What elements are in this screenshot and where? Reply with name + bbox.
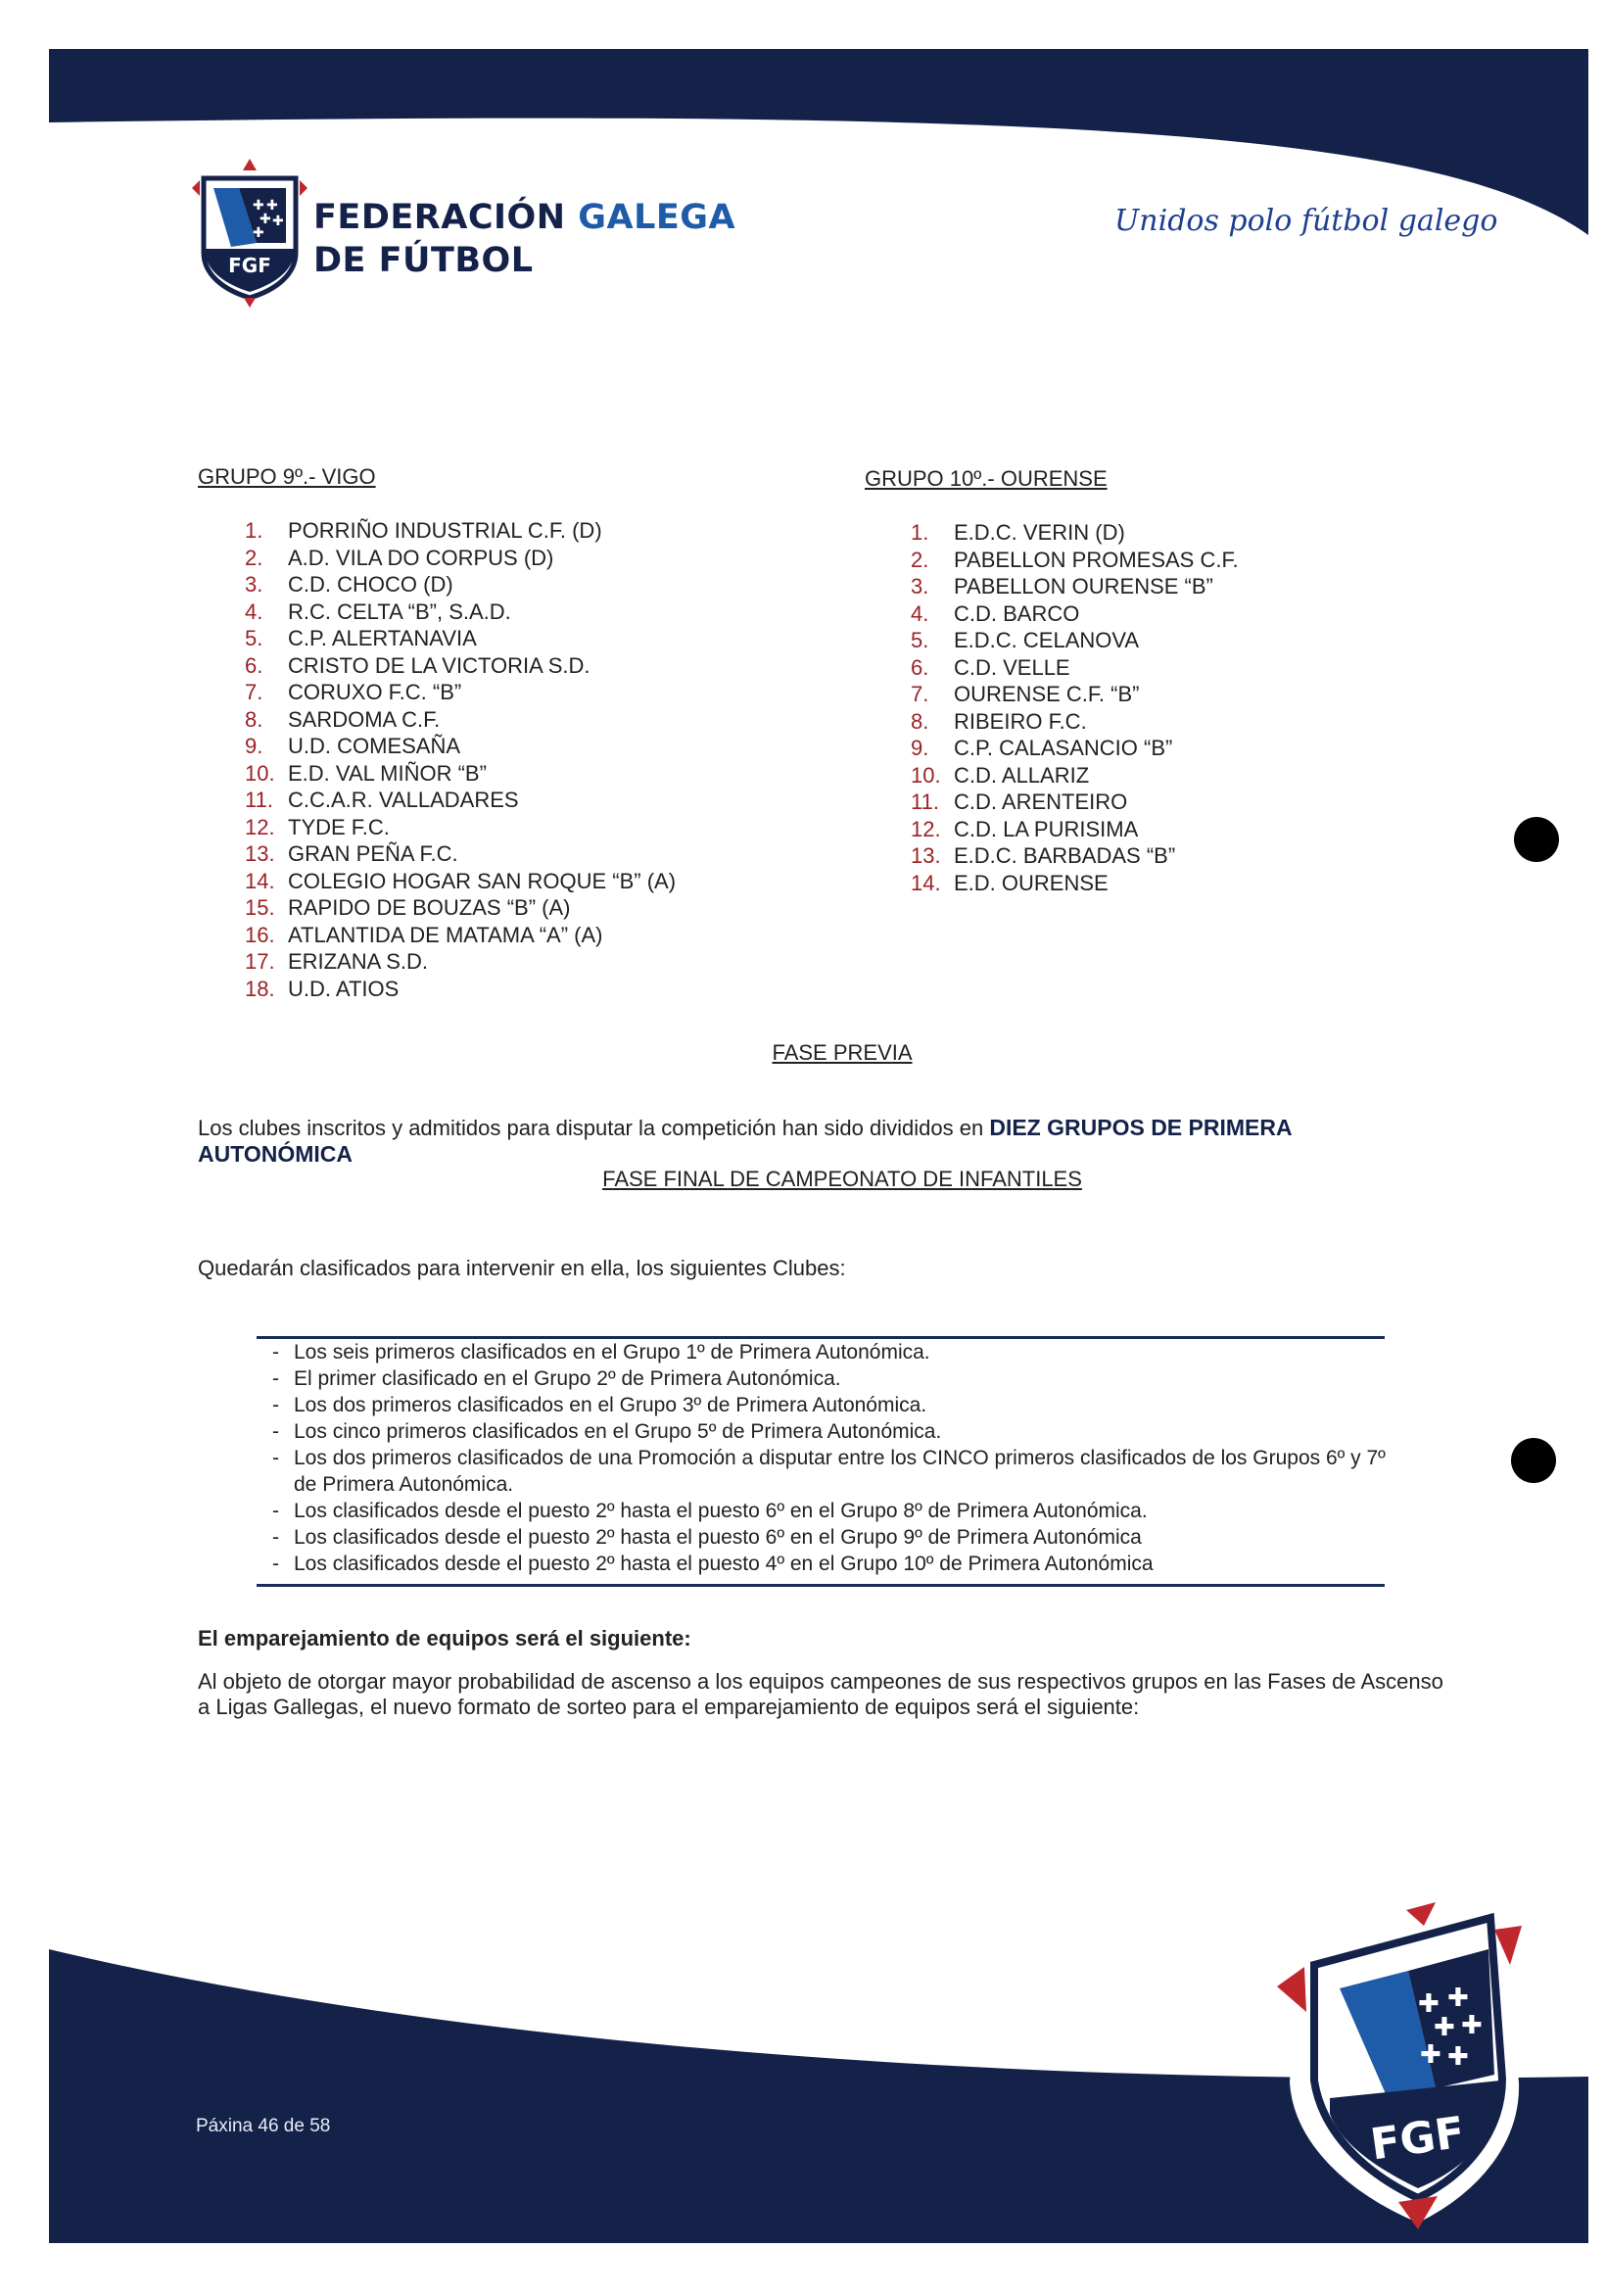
criteria-item xyxy=(253,1551,1389,1577)
team-number: 1. xyxy=(911,520,929,545)
team-name: CRISTO DE LA VICTORIA S.D. xyxy=(288,652,590,678)
team-name: PABELLON OURENSE “B” xyxy=(954,574,1213,598)
team-item xyxy=(245,922,676,949)
team-number: 14. xyxy=(245,868,275,893)
team-item xyxy=(245,840,676,868)
criteria-item xyxy=(253,1418,1389,1445)
svg-text:✚: ✚ xyxy=(1420,2040,1441,2070)
team-number: 6. xyxy=(911,654,929,680)
svg-text:✚: ✚ xyxy=(1447,2042,1469,2072)
team-number: 13. xyxy=(911,843,941,868)
team-name: TYDE F.C. xyxy=(288,814,390,839)
team-item xyxy=(245,814,676,841)
team-name: ATLANTIDA DE MATAMA “A” (A) xyxy=(288,922,603,947)
bullet-dash: - xyxy=(272,1367,279,1390)
team-item xyxy=(245,652,676,680)
criteria-text: El primer clasificado en el Grupo 2º de Primera Autonómica. xyxy=(294,1367,841,1390)
team-name: C.C.A.R. VALLADARES xyxy=(288,788,519,812)
team-name: C.D. ARENTEIRO xyxy=(954,789,1128,814)
bullet-dash: - xyxy=(272,1420,279,1443)
punch-hole xyxy=(1514,817,1559,862)
team-item xyxy=(245,976,676,1003)
team-number: 12. xyxy=(911,816,941,841)
bullet-dash: - xyxy=(272,1553,279,1575)
bullet-dash: - xyxy=(272,1500,279,1522)
team-number: 4. xyxy=(911,600,929,626)
criteria-text: Los dos primeros clasificados de una Promoción a disputar entre los CINCO primeros clasificados de los Grupos 6º y 7º de Primera Autonómica. xyxy=(294,1447,1386,1496)
svg-text:✚: ✚ xyxy=(1418,1989,1440,2019)
team-name: C.D. CHOCO (D) xyxy=(288,572,453,597)
criteria-item xyxy=(253,1339,1389,1365)
team-name: C.D. ALLARIZ xyxy=(954,762,1090,788)
team-name: C.D. LA PURISIMA xyxy=(954,816,1139,841)
team-item xyxy=(911,708,1239,736)
team-name: R.C. CELTA “B”, S.A.D. xyxy=(288,598,511,624)
criteria-item xyxy=(253,1498,1389,1524)
svg-text:✚: ✚ xyxy=(260,212,271,227)
team-number: 3. xyxy=(245,572,263,597)
team-name: PABELLON PROMESAS C.F. xyxy=(954,547,1239,572)
team-number: 17. xyxy=(245,949,275,974)
org-name-line-2: DE FÚTBOL xyxy=(313,241,534,280)
team-number: 11. xyxy=(245,788,273,812)
team-name: C.P. ALERTANAVIA xyxy=(288,626,477,650)
slogan: Unidos polo fútbol galego xyxy=(1114,204,1498,238)
team-item xyxy=(911,654,1239,682)
team-item xyxy=(911,842,1239,870)
team-number: 2. xyxy=(911,547,929,572)
emparejamiento-paragraph: Al objeto de otorgar mayor probabilidad de ascenso a los equipos campeones de sus respectivos grupos en las Fases de Ascenso a Ligas Gallegas, el nuevo formato de sorteo para el emparejamiento de equipos será el siguiente: xyxy=(198,1669,1443,1719)
svg-text:✚: ✚ xyxy=(1461,2011,1483,2040)
team-item xyxy=(911,519,1239,547)
team-name: E.D. OURENSE xyxy=(954,870,1109,895)
team-item xyxy=(245,517,676,545)
team-item xyxy=(245,787,676,814)
team-item xyxy=(245,894,676,922)
team-item xyxy=(245,706,676,734)
team-item xyxy=(245,598,676,626)
team-name: A.D. VILA DO CORPUS (D) xyxy=(288,545,554,570)
org-name-word-2: GALEGA xyxy=(578,198,736,237)
page-number: Páxina 46 de 58 xyxy=(196,2116,331,2136)
criteria-text: Los seis primeros clasificados en el Grupo 1º de Primera Autonómica. xyxy=(294,1341,930,1363)
team-number: 7. xyxy=(911,682,929,706)
team-name: C.D. VELLE xyxy=(954,654,1070,680)
team-number: 15. xyxy=(245,895,275,920)
criteria-text: Los cinco primeros clasificados en el Grupo 5º de Primera Autonómica. xyxy=(294,1420,942,1443)
team-item xyxy=(911,816,1239,843)
team-number: 6. xyxy=(245,652,263,678)
team-number: 12. xyxy=(245,814,275,839)
team-number: 13. xyxy=(245,841,275,866)
emparejamiento-title: El emparejamiento de equipos será el siguiente: xyxy=(198,1626,691,1650)
footer-logo-text: FGF xyxy=(1367,2107,1468,2171)
team-item xyxy=(911,547,1239,574)
criteria-bottom-rule xyxy=(257,1584,1385,1587)
svg-text:✚: ✚ xyxy=(1434,2013,1455,2042)
fase-previa-highlight: DIEZ GRUPOS DE PRIMERA AUTONÓMICA xyxy=(198,1115,1292,1167)
bullet-dash: - xyxy=(272,1341,279,1363)
team-number: 7. xyxy=(245,680,263,704)
criteria-text: Los clasificados desde el puesto 2º hasta el puesto 4º en el Grupo 10º de Primera Autonómica xyxy=(294,1553,1154,1575)
team-number: 11. xyxy=(911,789,939,814)
team-name: E.D.C. CELANOVA xyxy=(954,628,1140,652)
team-name: RAPIDO DE BOUZAS “B” (A) xyxy=(288,895,571,920)
organization-name xyxy=(313,196,735,282)
team-name: COLEGIO HOGAR SAN ROQUE “B” (A) xyxy=(288,868,677,893)
fgf-shield-logo xyxy=(192,159,307,308)
criteria-item xyxy=(253,1445,1389,1498)
team-item xyxy=(911,681,1239,708)
svg-text:✚: ✚ xyxy=(253,198,264,214)
team-name: E.D.C. BARBADAS “B” xyxy=(954,843,1176,868)
team-item xyxy=(245,760,676,788)
team-item xyxy=(911,573,1239,600)
fase-final-intro: Quedarán clasificados para intervenir en ella, los siguientes Clubes: xyxy=(198,1256,846,1280)
org-name-word-1: FEDERACIÓN xyxy=(313,198,566,237)
team-name: U.D. COMESAÑA xyxy=(288,734,461,758)
team-item xyxy=(911,600,1239,628)
svg-text:✚: ✚ xyxy=(272,214,284,229)
team-number: 1. xyxy=(245,518,263,543)
team-item xyxy=(911,627,1239,654)
team-item xyxy=(245,733,676,760)
team-number: 5. xyxy=(245,626,263,650)
fase-previa-title: FASE PREVIA xyxy=(772,1040,913,1065)
team-name: E.D. VAL MIÑOR “B” xyxy=(288,760,487,786)
team-item xyxy=(245,571,676,598)
team-number: 8. xyxy=(245,706,263,732)
punch-hole xyxy=(1511,1438,1556,1483)
team-name: C.P. CALASANCIO “B” xyxy=(954,736,1173,760)
team-name: GRAN PEÑA F.C. xyxy=(288,841,458,866)
bullet-dash: - xyxy=(272,1526,279,1549)
team-item xyxy=(245,625,676,652)
team-number: 5. xyxy=(911,628,929,652)
bullet-dash: - xyxy=(272,1394,279,1416)
criteria-item xyxy=(253,1365,1389,1392)
criteria-text: Los clasificados desde el puesto 2º hasta el puesto 6º en el Grupo 8º de Primera Autonómica. xyxy=(294,1500,1148,1522)
svg-text:✚: ✚ xyxy=(1447,1984,1469,2013)
bullet-dash: - xyxy=(272,1447,279,1469)
team-number: 16. xyxy=(245,922,275,947)
team-name: SARDOMA C.F. xyxy=(288,706,441,732)
team-number: 9. xyxy=(911,736,929,760)
team-name: U.D. ATIOS xyxy=(288,976,400,1001)
criteria-list xyxy=(253,1339,1389,1577)
team-name: RIBEIRO F.C. xyxy=(954,708,1087,734)
criteria-text: Los clasificados desde el puesto 2º hasta el puesto 6º en el Grupo 9º de Primera Autonómica xyxy=(294,1526,1142,1549)
criteria-item xyxy=(253,1392,1389,1418)
team-name: CORUXO F.C. “B” xyxy=(288,680,462,704)
fase-previa-paragraph xyxy=(198,1115,1446,1168)
group-10-team-list xyxy=(911,519,1239,896)
svg-text:✚: ✚ xyxy=(253,225,264,241)
group-9-title: GRUPO 9º.- VIGO xyxy=(198,464,376,489)
team-item xyxy=(245,545,676,572)
svg-text:✚: ✚ xyxy=(266,198,278,214)
team-number: 14. xyxy=(911,870,941,895)
group-10-title: GRUPO 10º.- OURENSE xyxy=(865,466,1108,491)
fase-previa-text: Los clubes inscritos y admitidos para disputar la competición han sido divididos en xyxy=(198,1116,984,1140)
team-number: 18. xyxy=(245,976,275,1001)
team-number: 10. xyxy=(245,760,275,786)
team-number: 2. xyxy=(245,545,263,570)
fase-final-title: FASE FINAL DE CAMPEONATO DE INFANTILES xyxy=(602,1167,1082,1191)
team-number: 3. xyxy=(911,574,929,598)
criteria-text: Los dos primeros clasificados en el Grupo 3º de Primera Autonómica. xyxy=(294,1394,927,1416)
team-item xyxy=(245,679,676,706)
team-number: 4. xyxy=(245,598,263,624)
team-name: E.D.C. VERIN (D) xyxy=(954,520,1125,545)
team-number: 8. xyxy=(911,708,929,734)
team-item xyxy=(245,868,676,895)
criteria-item xyxy=(253,1524,1389,1551)
fgf-footer-logo xyxy=(1271,1896,1528,2229)
team-name: ERIZANA S.D. xyxy=(288,949,429,974)
team-name: C.D. BARCO xyxy=(954,600,1080,626)
team-number: 10. xyxy=(911,762,941,788)
team-item xyxy=(911,789,1239,816)
header-logo-text: FGF xyxy=(228,254,271,277)
team-item xyxy=(911,735,1239,762)
group-9-team-list xyxy=(245,517,676,1002)
team-item xyxy=(911,870,1239,897)
team-number: 9. xyxy=(245,734,263,758)
team-item xyxy=(245,948,676,976)
team-item xyxy=(911,762,1239,789)
team-name: PORRIÑO INDUSTRIAL C.F. (D) xyxy=(288,518,602,543)
team-name: OURENSE C.F. “B” xyxy=(954,682,1140,706)
